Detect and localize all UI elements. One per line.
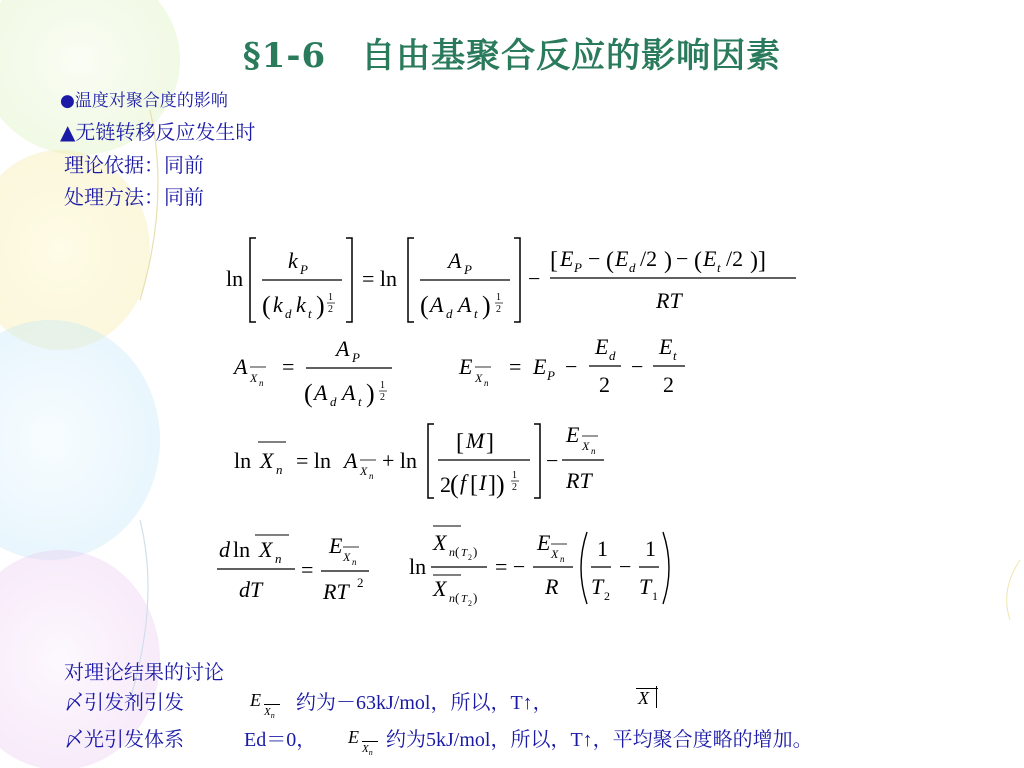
svg-text:ln: ln: [234, 448, 252, 473]
svg-text:E: E: [659, 334, 673, 359]
svg-text:): ): [473, 544, 478, 559]
svg-text:): ): [366, 379, 375, 408]
svg-text:): ): [482, 291, 491, 320]
svg-text:+ ln: + ln: [382, 448, 418, 473]
photo-text: 约为5kJ/mol，所以，T↑，平均聚合度略的增加。: [386, 729, 813, 751]
svg-text:=: =: [282, 354, 295, 379]
svg-text:): ): [496, 470, 505, 499]
svg-text:t: t: [673, 348, 677, 363]
svg-text:1: 1: [597, 536, 608, 561]
svg-text:]: ]: [488, 472, 496, 498]
svg-text:A: A: [336, 336, 350, 361]
svg-text:P: P: [547, 368, 555, 383]
svg-text:[: [: [550, 248, 558, 274]
svg-text:2: 2: [440, 472, 451, 497]
slide-title: §1-6 自由基聚合反应的影响因素: [242, 36, 782, 76]
initiator-xn-bar: [264, 704, 280, 705]
svg-text:2: 2: [599, 372, 610, 397]
svg-text:n: n: [449, 545, 455, 559]
svg-text:): ): [473, 590, 478, 605]
equation-dlnxn-dt: [215, 525, 375, 610]
svg-text:(: (: [304, 379, 313, 408]
svg-text:= −: = −: [495, 554, 526, 579]
photo-xn-bar: [362, 741, 378, 742]
svg-text:X: X: [551, 547, 559, 561]
svg-text:n: n: [276, 462, 283, 477]
svg-text:M: M: [466, 428, 485, 453]
svg-text:f: f: [460, 470, 467, 495]
svg-text:2: 2: [357, 575, 364, 590]
svg-text:): ): [316, 291, 325, 320]
svg-text:−: −: [619, 554, 632, 579]
photo-ed-text: Ed＝0，: [244, 729, 317, 751]
photo-label: 光引发体系: [84, 727, 184, 751]
svg-text:n: n: [591, 446, 596, 456]
svg-text:d: d: [330, 394, 337, 409]
initiator-label: 引发剂引发: [84, 690, 184, 714]
svg-text:1: 1: [512, 470, 517, 481]
xn-symbol: X: [638, 688, 649, 708]
svg-text:T: T: [461, 547, 468, 559]
svg-text:2: 2: [468, 553, 472, 562]
photo-e-symbol: E: [348, 727, 359, 747]
svg-text:E: E: [537, 530, 551, 555]
svg-text:(: (: [420, 291, 429, 320]
svg-text:A: A: [342, 380, 356, 405]
svg-text:P: P: [352, 350, 360, 365]
svg-text:E: E: [566, 422, 580, 447]
svg-text:(: (: [455, 544, 460, 559]
svg-text:E: E: [459, 354, 473, 379]
svg-text:2: 2: [468, 599, 472, 608]
svg-text:T: T: [461, 593, 468, 605]
down-arrow-icon: [656, 686, 657, 708]
svg-text:RT: RT: [656, 288, 682, 313]
svg-text:(: (: [455, 590, 460, 605]
svg-text:E: E: [329, 533, 343, 558]
svg-text:t: t: [308, 306, 312, 321]
equation-ln-xn: [228, 420, 618, 505]
svg-text:−: −: [588, 246, 601, 271]
svg-text:= ln: = ln: [362, 266, 398, 291]
svg-text:d: d: [629, 260, 636, 275]
svg-text:X: X: [475, 371, 483, 385]
svg-text:(: (: [450, 470, 459, 499]
svg-text:/2: /2: [640, 246, 658, 271]
svg-text:n: n: [449, 591, 455, 605]
svg-text:2: 2: [512, 482, 517, 493]
svg-text:R: R: [545, 574, 559, 599]
svg-text:A: A: [234, 354, 248, 379]
svg-text:X: X: [582, 439, 590, 453]
initiator-xn-sub: $X_n$: [264, 706, 275, 721]
svg-text:A: A: [458, 292, 472, 317]
svg-text:/2: /2: [726, 246, 744, 271]
svg-text:t: t: [474, 306, 478, 321]
svg-text:(: (: [606, 248, 614, 274]
svg-text:2: 2: [380, 392, 385, 403]
svg-text:t: t: [358, 394, 362, 409]
bullet-no-chain-transfer: ▲无链转移反应发生时: [60, 120, 256, 144]
svg-text:ln: ln: [226, 266, 244, 291]
svg-text:RT: RT: [566, 468, 592, 493]
svg-text:−: −: [546, 448, 559, 473]
svg-text:n: n: [259, 378, 264, 388]
svg-text:T: T: [591, 574, 604, 599]
svg-text:X: X: [433, 576, 447, 601]
equation-a-xn: [228, 332, 418, 412]
svg-text:d: d: [609, 348, 616, 363]
svg-text:n: n: [560, 554, 565, 564]
photo-line: [64, 723, 184, 752]
svg-text:d: d: [446, 306, 453, 321]
svg-text:X: X: [260, 448, 274, 473]
svg-text:(: (: [694, 248, 702, 274]
svg-text:n: n: [352, 557, 357, 567]
equation-ln-ratio: [405, 522, 685, 612]
svg-text:dT: dT: [239, 577, 263, 602]
photo-xn-sub: $X_n$: [362, 743, 373, 758]
svg-text:)]: )]: [750, 248, 766, 274]
svg-text:A: A: [314, 380, 328, 405]
svg-text:P: P: [574, 260, 582, 275]
svg-text:I: I: [479, 470, 487, 495]
svg-text:P: P: [464, 262, 472, 277]
svg-text:T: T: [639, 574, 652, 599]
svg-text:1: 1: [645, 536, 656, 561]
equation-ln-kp: [220, 230, 820, 330]
svg-text:=: =: [509, 354, 522, 379]
svg-text:P: P: [300, 262, 308, 277]
svg-text:E: E: [533, 354, 547, 379]
svg-text:]: ]: [486, 430, 494, 456]
svg-text:2: 2: [328, 304, 333, 315]
svg-text:[: [: [456, 430, 464, 456]
svg-text:ln: ln: [409, 554, 427, 579]
equation-e-xn: [455, 332, 695, 412]
initiator-text: 约为－63kJ/mol，所以，T↑，: [296, 692, 553, 714]
svg-text:d: d: [219, 537, 230, 562]
svg-text:−: −: [676, 246, 689, 271]
svg-text:=: =: [301, 557, 314, 582]
svg-text:1: 1: [652, 589, 658, 603]
svg-text:−: −: [528, 266, 541, 291]
svg-text:A: A: [448, 248, 462, 273]
scissor-marker-icon: 〆: [64, 690, 84, 714]
svg-text:t: t: [717, 260, 721, 275]
svg-text:X: X: [343, 550, 351, 564]
svg-text:(: (: [262, 291, 271, 320]
svg-text:2: 2: [604, 589, 610, 603]
svg-text:X: X: [250, 371, 258, 385]
svg-text:1: 1: [380, 380, 385, 391]
svg-text:k: k: [296, 292, 306, 317]
discussion-heading: 对理论结果的讨论: [64, 660, 224, 684]
svg-text:n: n: [484, 378, 489, 388]
svg-text:[: [: [470, 472, 478, 498]
scissor-marker-icon: 〆: [64, 727, 84, 751]
svg-text:2: 2: [663, 372, 674, 397]
bullet-temperature-effect: ●温度对聚合度的影响: [60, 91, 228, 111]
svg-text:k: k: [273, 292, 283, 317]
theory-basis-text: 理论依据：同前: [64, 153, 204, 177]
method-text: 处理方法：同前: [64, 185, 204, 209]
svg-text:): ): [664, 248, 672, 274]
svg-text:E: E: [595, 334, 609, 359]
svg-text:X: X: [433, 530, 447, 555]
svg-text:1: 1: [328, 292, 333, 303]
svg-text:−: −: [631, 354, 644, 379]
svg-text:−: −: [565, 354, 578, 379]
svg-text:A: A: [430, 292, 444, 317]
svg-text:A: A: [344, 448, 358, 473]
svg-text:2: 2: [496, 304, 501, 315]
svg-text:X: X: [360, 464, 368, 478]
initiator-e-symbol: E: [250, 690, 261, 710]
svg-text:E: E: [560, 246, 574, 271]
svg-text:1: 1: [496, 292, 501, 303]
initiator-line: [64, 686, 184, 715]
svg-text:n: n: [369, 471, 374, 481]
svg-text:k: k: [288, 248, 298, 273]
svg-text:E: E: [703, 246, 717, 271]
svg-text:E: E: [615, 246, 629, 271]
svg-text:n: n: [275, 551, 282, 566]
svg-text:X: X: [259, 537, 273, 562]
svg-text:= ln: = ln: [296, 448, 332, 473]
svg-text:ln: ln: [233, 537, 251, 562]
svg-text:RT: RT: [323, 579, 349, 604]
svg-text:d: d: [285, 306, 292, 321]
